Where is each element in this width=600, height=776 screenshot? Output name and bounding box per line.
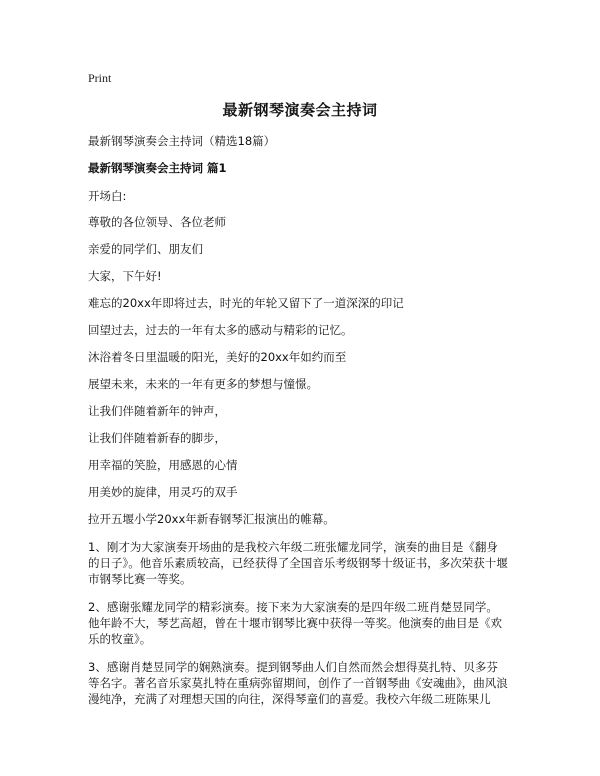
print-label[interactable]: Print xyxy=(88,71,112,85)
text-line: 开场白: xyxy=(88,189,127,203)
text-line: 用幸福的笑脸，用感恩的心情 xyxy=(88,458,238,472)
text-line: 让我们伴随着新年的钟声， xyxy=(88,404,226,418)
text-line: 亲爱的同学们、朋友们 xyxy=(88,242,203,256)
section-heading: 最新钢琴演奏会主持词 篇1 xyxy=(88,161,227,175)
text-line: 尊敬的各位领导、各位老师 xyxy=(88,215,226,229)
page-title: 最新钢琴演奏会主持词 xyxy=(222,101,378,119)
text-line: 拉开五堰小学20xx年新春钢琴汇报演出的帷幕。 xyxy=(88,512,335,526)
text-line: 展望未来，未来的一年有更多的梦想与憧憬。 xyxy=(88,377,318,391)
text-line: 回望过去，过去的一年有太多的感动与精彩的记忆。 xyxy=(88,323,353,337)
text-line: 大家，下午好! xyxy=(88,269,162,283)
subtitle: 最新钢琴演奏会主持词（精选18篇） xyxy=(88,134,276,148)
text-line: 让我们伴随着新春的脚步， xyxy=(88,431,226,445)
text-line: 用美妙的旋律，用灵巧的双手 xyxy=(88,485,238,499)
text-line: 难忘的20xx年即将过去，时光的年轮又留下了一道深深的印记 xyxy=(88,296,404,310)
text-line: 沐浴着冬日里温暖的阳光，美好的20xx年如约而至 xyxy=(88,350,347,364)
paragraph: 2、感谢张耀龙同学的精彩演奏。接下来为大家演奏的是四年级二班肖楚昱同学。他年龄不大，琴艺高超，曾在十堰市钢琴比赛中获得一等奖。他演奏的曲目是《欢乐的牧童》。 xyxy=(88,600,502,646)
paragraph: 3、感谢肖楚昱同学的娴熟演奏。提到钢琴曲人们自然而然会想得莫扎特、贝多芬等名字。著名音乐家莫扎特在重病弥留期间，创作了一首钢琴曲《安魂曲》，曲风浪漫纯净，充满了对理想天国的向往，深得琴童们的喜爱。我校六年级二班陈果儿 xyxy=(88,660,508,706)
paragraph: 1、刚才为大家演奏开场曲的是我校六年级二班张耀龙同学，演奏的曲目是《翻身的日子》。他音乐素质较高，已经获得了全国音乐考级钢琴十级证书，多次荣获十堰市钢琴比赛一等奖。 xyxy=(88,540,508,586)
